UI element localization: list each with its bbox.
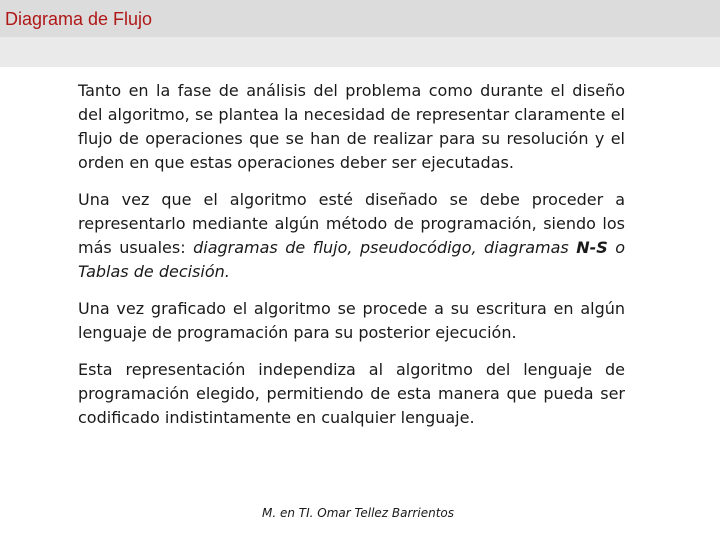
methods-ns: N-S <box>576 238 608 257</box>
paragraph-3: Una vez graficado el algoritmo se procede a su escritura en algún lenguaje de programación para su posterior ejecución. <box>78 299 625 342</box>
footer-author-text: M. en TI. Omar Tellez Barrientos <box>262 506 454 520</box>
paragraph-1: Tanto en la fase de análisis del problema como durante el diseño del algoritmo, se plantea la necesidad de representar claramente el flujo de operaciones que se han de realizar para su resolución y el orden en que estas operaciones deber ser ejecutadas. <box>78 81 625 172</box>
paragraph-2 <box>78 188 625 284</box>
slide-body <box>78 79 625 430</box>
footer-author <box>0 505 720 521</box>
slide-title: Diagrama de Flujo <box>5 9 153 29</box>
header-band <box>0 37 720 67</box>
methods-part-2: o Tablas de decisión. <box>78 238 625 281</box>
title-bar <box>0 0 720 37</box>
paragraph-4: Esta representación independiza al algoritmo del lenguaje de programación elegido, permitiendo de esta manera que pueda ser codificado indistintamente en cualquier lenguaje. <box>78 360 625 427</box>
methods-part-1: diagramas de flujo, pseudocódigo, diagramas <box>193 238 577 257</box>
paragraph-2-intro: Una vez que el algoritmo esté diseñado se debe proceder a representarlo mediante algún método de programación, siendo los más usuales: <box>78 190 625 257</box>
